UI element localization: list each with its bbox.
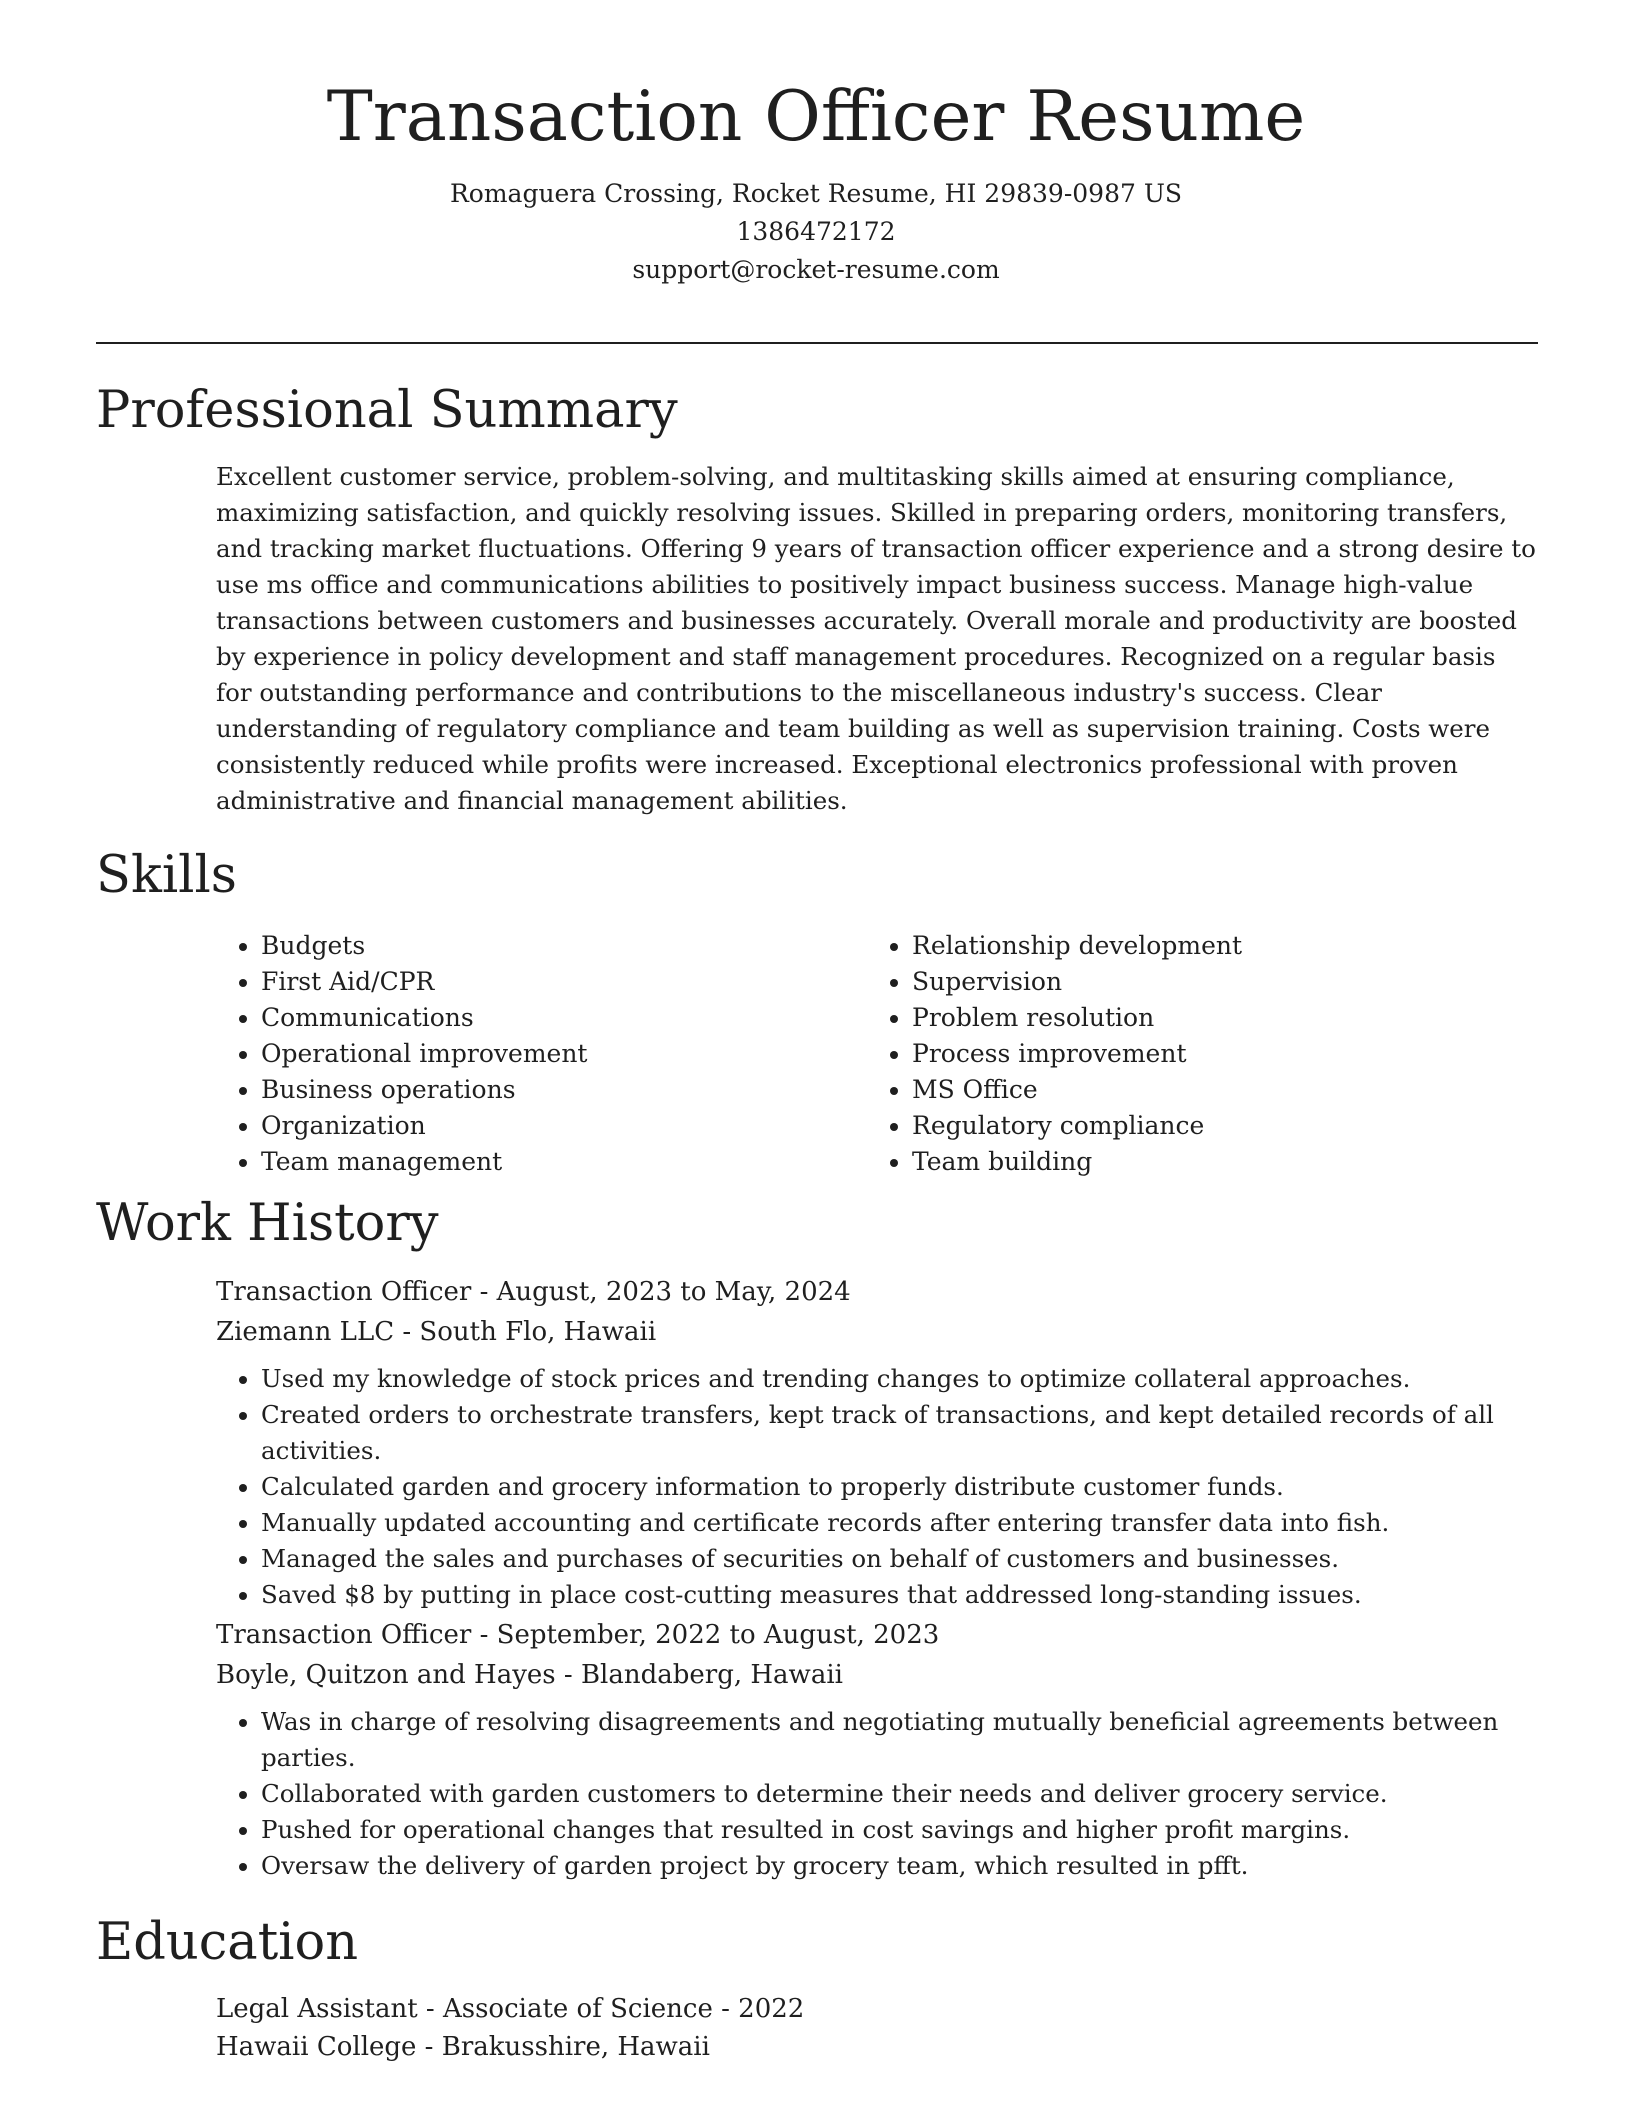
job-title: Transaction Officer [216, 1620, 472, 1650]
skill-item: • First Aid/CPR [261, 964, 867, 1000]
job-bullet: • Created orders to orchestrate transfers, kept track of transactions, and kept detailed records of all activities. [261, 1397, 1538, 1469]
skill-item: • Problem resolution [912, 1000, 1518, 1036]
summary-text: Excellent customer service, problem-solving, and multitasking skills aimed at ensuring compliance, maximizing satisfaction, and quickly resolving issues. Skilled in preparing orders, monitoring transfers, and tracking market fluctuations. Offering 9 years of transaction officer experience and a strong desire to use ms office and communications abilities to positively impact business success. Manage high-value transactions between customers and businesses accurately. Overall morale and productivity are boosted by experience in policy development and staff management procedures. Recognized on a regular basis for outstanding performance and contributions to the miscellaneous industry's success. Clear understanding of regulatory compliance and team building as well as supervision training. Costs were consistently reduced while profits were increased. Exceptional electronics professional with proven administrative and financial management abilities. [216, 462, 1536, 815]
job-dates: - September, 2022 to August, 2023 [471, 1620, 940, 1650]
job-company-line [216, 1655, 1538, 1695]
skill-item: • Budgets [261, 928, 867, 964]
skill-item: • Process improvement [912, 1036, 1518, 1072]
job-bullet: • Managed the sales and purchases of securities on behalf of customers and businesses. [261, 1541, 1538, 1577]
contact-phone: 1386472172 [736, 217, 896, 247]
skill-item: • Supervision [912, 964, 1518, 1000]
job-location: - Blandaberg, Hawaii [555, 1660, 843, 1690]
education-entry [216, 1990, 1538, 2066]
job-title-line [216, 1615, 1538, 1655]
skill-item: • Team building [912, 1144, 1518, 1180]
skills-right-list [867, 928, 1518, 1180]
job-bullets [216, 1704, 1538, 1884]
skill-item: • Communications [261, 1000, 867, 1036]
job-dates: - August, 2023 to May, 2024 [471, 1277, 851, 1307]
skill-item: • Operational improvement [261, 1036, 867, 1072]
contact-address: Romaguera Crossing, Rocket Resume, HI 29839-0987 US [449, 179, 1183, 209]
job-title: Transaction Officer [216, 1277, 472, 1307]
skill-item: • MS Office [912, 1072, 1518, 1108]
job-entry [216, 1272, 1538, 1613]
skill-item: • Business operations [261, 1072, 867, 1108]
job-bullet: • Collaborated with garden customers to determine their needs and deliver grocery service. [261, 1776, 1538, 1812]
job-location: - South Flo, Hawaii [394, 1317, 657, 1347]
job-bullet: • Oversaw the delivery of garden project by grocery team, which resulted in pfft. [261, 1848, 1538, 1884]
summary-heading: Professional Summary [96, 381, 678, 440]
job-bullet: • Manually updated accounting and certificate records after entering transfer data into fish. [261, 1505, 1538, 1541]
skill-item: • Relationship development [912, 928, 1518, 964]
skills-grid [216, 928, 1536, 1180]
job-company: Ziemann LLC [216, 1317, 395, 1347]
job-bullet: • Pushed for operational changes that resulted in cost savings and higher profit margins. [261, 1812, 1538, 1848]
job-company-line [216, 1312, 1538, 1352]
skills-heading: Skills [96, 846, 237, 905]
job-company: Boyle, Quitzon and Hayes [216, 1660, 556, 1690]
summary-section [216, 459, 1538, 819]
job-title-line [216, 1272, 1538, 1312]
job-bullet: • Was in charge of resolving disagreements and negotiating mutually beneficial agreements between parties. [261, 1704, 1538, 1776]
resume-title: Transaction Officer Resume [326, 77, 1306, 157]
header-divider [96, 342, 1538, 344]
skill-item: • Team management [261, 1144, 867, 1180]
skill-item: • Organization [261, 1108, 867, 1144]
job-bullet: • Used my knowledge of stock prices and trending changes to optimize collateral approaches. [261, 1361, 1538, 1397]
skills-left-list [216, 928, 867, 1180]
education-heading: Education [96, 1913, 359, 1972]
contact-info [0, 175, 1632, 289]
job-bullet: • Calculated garden and grocery information to properly distribute customer funds. [261, 1469, 1538, 1505]
work-history-heading: Work History [96, 1194, 439, 1253]
contact-email: support@rocket-resume.com [632, 255, 1000, 285]
job-entry [216, 1615, 1538, 1884]
job-bullet: • Saved $8 by putting in place cost-cutting measures that addressed long-standing issues. [261, 1577, 1538, 1613]
education-school: Hawaii College - Brakusshire, Hawaii [216, 2032, 710, 2062]
resume-header [0, 78, 1632, 289]
education-degree: Legal Assistant - Associate of Science - 2022 [216, 1994, 805, 2024]
job-bullets [216, 1361, 1538, 1613]
skill-item: • Regulatory compliance [912, 1108, 1518, 1144]
